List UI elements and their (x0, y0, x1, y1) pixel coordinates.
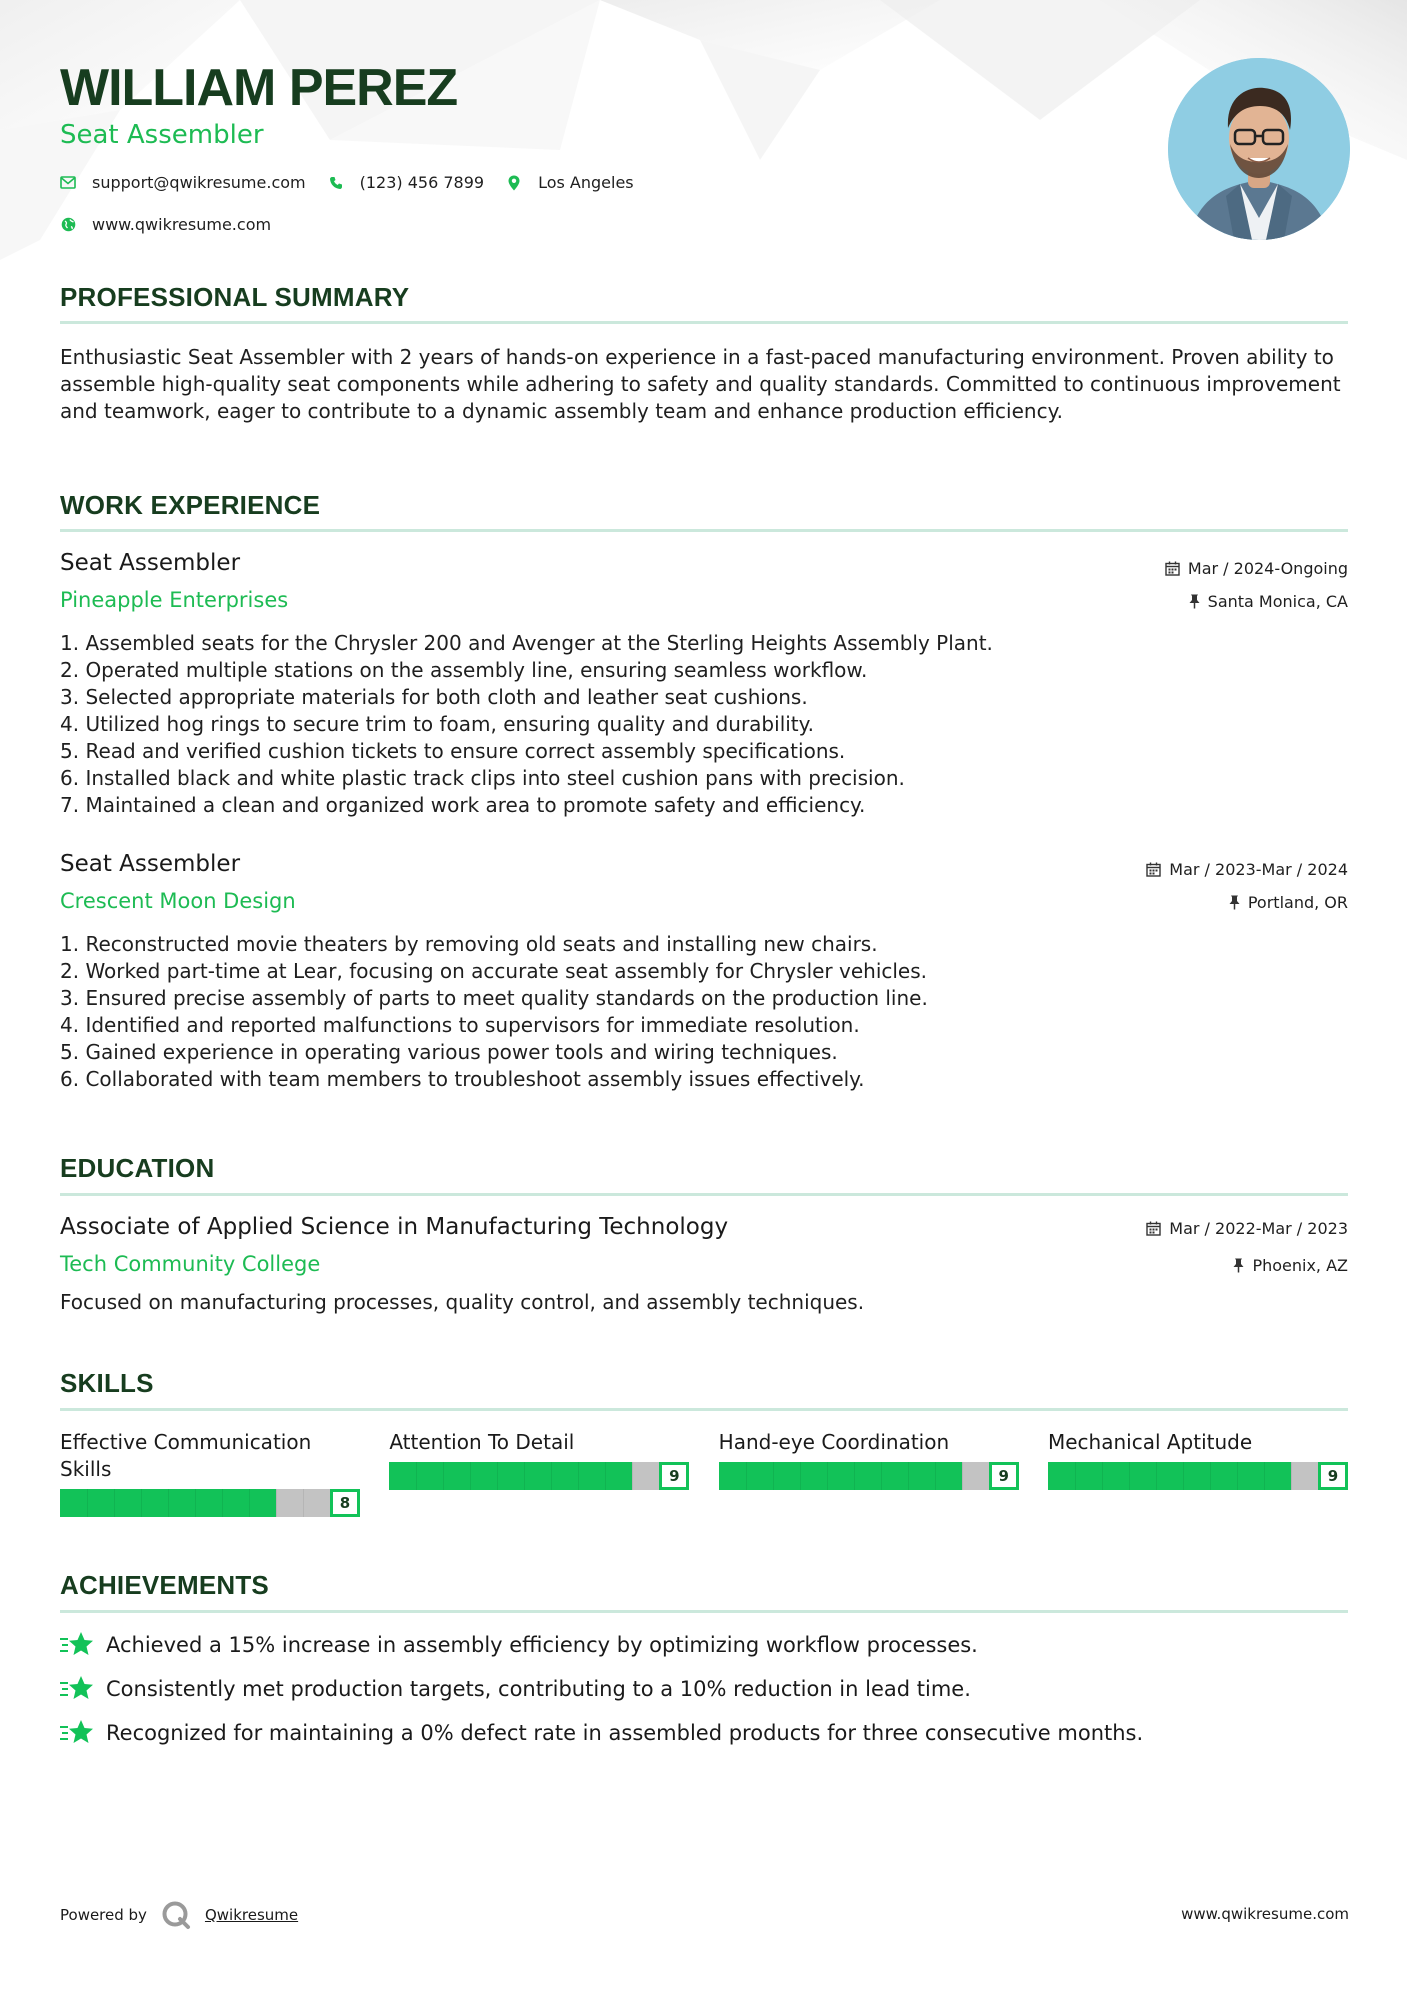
list-item: 5. Gained experience in operating various power tools and wiring techniques. (60, 1040, 838, 1064)
skill-segment-divider (276, 1489, 277, 1517)
education-dates (1146, 1219, 1348, 1238)
skill-segment-divider (1129, 1462, 1130, 1490)
skill-score: 9 (659, 1462, 689, 1490)
skill-name: Hand-eye Coordination (718, 1430, 950, 1454)
skill-segment-divider (1291, 1462, 1292, 1490)
skill-segment-divider (1210, 1462, 1211, 1490)
contact-row (60, 173, 656, 192)
list-item: 2. Operated multiple stations on the assembly line, ensuring seamless workflow. (60, 658, 868, 682)
achievement-text: Recognized for maintaining a 0% defect rate in assembled products for three consecutive months. (106, 1721, 1144, 1745)
skill-segment-divider (800, 1462, 801, 1490)
list-item: 3. Selected appropriate materials for both cloth and leather seat cushions. (60, 685, 808, 709)
skill-name: Attention To Detail (389, 1430, 575, 1454)
job-bullets (60, 931, 1348, 1093)
envelope-icon (60, 175, 76, 191)
list-item: 4. Identified and reported malfunctions to supervisors for immediate resolution. (60, 1013, 860, 1037)
skill-fill (1048, 1462, 1291, 1490)
summary-heading: PROFESSIONAL SUMMARY (60, 282, 410, 312)
pin-icon (1229, 895, 1240, 910)
job-company: Pineapple Enterprises (60, 588, 289, 612)
section-divider (60, 321, 1348, 324)
section-divider (60, 529, 1348, 532)
skill-item (1048, 1429, 1348, 1517)
calendar-icon (1146, 1221, 1161, 1236)
powered-by-label: Powered by (60, 1906, 147, 1924)
skill-segment-divider (962, 1462, 963, 1490)
website-text: www.qwikresume.com (92, 215, 272, 234)
list-item: 1. Reconstructed movie theaters by removing old seats and installing new chairs. (60, 932, 878, 956)
dates-text: Mar / 2022-Mar / 2023 (1169, 1219, 1348, 1238)
skill-score: 9 (989, 1462, 1019, 1490)
dates-text: Mar / 2024-Ongoing (1187, 559, 1348, 578)
section-divider (60, 1193, 1348, 1196)
skill-rating (60, 1489, 360, 1517)
globe-icon (60, 217, 76, 233)
job-dates (1146, 860, 1348, 879)
location-text: Los Angeles (538, 173, 634, 192)
skill-segment-divider (141, 1489, 142, 1517)
skill-score: 8 (330, 1489, 360, 1517)
skill-segment-divider (222, 1489, 223, 1517)
dates-text: Mar / 2023-Mar / 2024 (1169, 860, 1348, 879)
skill-segment-divider (605, 1462, 606, 1490)
skill-track (389, 1462, 659, 1490)
calendar-icon (1165, 561, 1180, 576)
skill-segment-divider (524, 1462, 525, 1490)
map-pin-icon (506, 175, 522, 191)
section-divider (60, 1408, 1348, 1411)
calendar-icon (1146, 862, 1161, 877)
skill-segment-divider (881, 1462, 882, 1490)
list-item: 6. Installed black and white plastic track clips into steel cushion pans with precision. (60, 766, 905, 790)
skill-fill (389, 1462, 632, 1490)
section-divider (60, 1610, 1348, 1613)
skill-segment-divider (249, 1489, 250, 1517)
contact-row-website (60, 215, 293, 234)
skill-name: Effective Communication Skills (60, 1430, 312, 1481)
skill-rating (719, 1462, 1019, 1490)
list-item: 7. Maintained a clean and organized work area to promote safety and efficiency. (60, 793, 866, 817)
job-bullets (60, 630, 1348, 819)
skill-segment-divider (551, 1462, 552, 1490)
skill-segment-divider (935, 1462, 936, 1490)
skill-rating (1048, 1462, 1348, 1490)
location-text: Portland, OR (1247, 893, 1348, 912)
skill-segment-divider (578, 1462, 579, 1490)
job-location (1229, 893, 1348, 912)
contact-website[interactable] (60, 215, 271, 234)
skill-item (389, 1429, 689, 1517)
skill-segment-divider (827, 1462, 828, 1490)
skill-segment-divider (854, 1462, 855, 1490)
avatar-illustration (1168, 58, 1350, 240)
star-icon (60, 1718, 94, 1748)
list-item: 6. Collaborated with team members to troubleshoot assembly issues effectively. (60, 1067, 865, 1091)
job-company: Crescent Moon Design (60, 889, 296, 913)
skill-segment-divider (168, 1489, 169, 1517)
education-degree: Associate of Applied Science in Manufacturing Technology (60, 1214, 729, 1240)
location-text: Santa Monica, CA (1207, 592, 1348, 611)
candidate-title: Seat Assembler (60, 120, 264, 150)
summary-text: Enthusiastic Seat Assembler with 2 years of hands-on experience in a fast-paced manufacturing environment. Proven ability to assemble high-quality seat components while adhering to safety and quality standards. Committed to continuous improvement and teamwork, eager to contribute to a dynamic assembly team and enhance production efficiency. (60, 345, 1341, 423)
job-role: Seat Assembler (60, 851, 241, 877)
skill-segment-divider (1264, 1462, 1265, 1490)
list-item: 2. Worked part-time at Lear, focusing on accurate seat assembly for Chrysler vehicles. (60, 959, 928, 983)
skill-fill (719, 1462, 962, 1490)
skill-track (1048, 1462, 1318, 1490)
qwikresume-link[interactable]: Qwikresume (204, 1906, 299, 1924)
qwikresume-logo-icon (161, 1900, 191, 1930)
skill-segment-divider (87, 1489, 88, 1517)
job-dates (1165, 559, 1348, 578)
pin-icon (1233, 1258, 1244, 1273)
contact-location (506, 173, 634, 192)
skill-segment-divider (1156, 1462, 1157, 1490)
achievement-text: Achieved a 15% increase in assembly efficiency by optimizing workflow processes. (106, 1633, 978, 1657)
achievement-item (60, 1718, 1348, 1748)
list-item: 4. Utilized hog rings to secure trim to foam, ensuring quality and durability. (60, 712, 814, 736)
skill-segment-divider (443, 1462, 444, 1490)
list-item: 3. Ensured precise assembly of parts to meet quality standards on the production line. (60, 986, 928, 1010)
skill-segment-divider (114, 1489, 115, 1517)
skill-segment-divider (416, 1462, 417, 1490)
star-icon (60, 1674, 94, 1704)
achievements-heading: ACHIEVEMENTS (60, 1570, 269, 1600)
skill-rating (389, 1462, 689, 1490)
skills-heading: SKILLS (60, 1368, 154, 1398)
education-school: Tech Community College (60, 1252, 321, 1276)
skill-segment-divider (497, 1462, 498, 1490)
phone-text: (123) 456 7899 (359, 173, 485, 192)
pin-icon (1189, 594, 1200, 609)
skill-segment-divider (632, 1462, 633, 1490)
list-item: 5. Read and verified cushion tickets to ensure correct assembly specifications. (60, 739, 846, 763)
achievement-item (60, 1630, 1348, 1660)
footer-website[interactable]: www.qwikresume.com (1181, 1905, 1349, 1923)
footer-powered-by (60, 1900, 298, 1930)
education-description: Focused on manufacturing processes, quality control, and assembly techniques. (60, 1290, 865, 1314)
education-location (1233, 1256, 1348, 1275)
contact-phone[interactable] (328, 173, 484, 192)
contact-email[interactable] (60, 173, 306, 192)
skill-segment-divider (773, 1462, 774, 1490)
skills-grid (60, 1429, 1348, 1517)
job-location (1189, 592, 1348, 611)
location-text: Phoenix, AZ (1252, 1256, 1348, 1275)
skill-segment-divider (470, 1462, 471, 1490)
skill-name: Mechanical Aptitude (1047, 1430, 1253, 1454)
email-text: support@qwikresume.com (92, 173, 306, 192)
phone-icon (328, 175, 344, 191)
experience-heading: WORK EXPERIENCE (60, 490, 321, 520)
skill-segment-divider (908, 1462, 909, 1490)
achievement-text: Consistently met production targets, contributing to a 10% reduction in lead time. (106, 1677, 971, 1701)
skill-segment-divider (1075, 1462, 1076, 1490)
achievement-item (60, 1674, 1348, 1704)
skill-segment-divider (303, 1489, 304, 1517)
skill-segment-divider (1183, 1462, 1184, 1490)
star-icon (60, 1630, 94, 1660)
skill-track (60, 1489, 330, 1517)
skill-segment-divider (195, 1489, 196, 1517)
profile-photo (1168, 58, 1350, 240)
skill-segment-divider (1102, 1462, 1103, 1490)
skill-item (60, 1429, 360, 1517)
skill-segment-divider (746, 1462, 747, 1490)
list-item: 1. Assembled seats for the Chrysler 200 and Avenger at the Sterling Heights Assembly Plant. (60, 631, 993, 655)
job-role: Seat Assembler (60, 550, 241, 576)
skill-track (719, 1462, 989, 1490)
candidate-name: WILLIAM PEREZ (60, 59, 458, 117)
skill-segment-divider (1237, 1462, 1238, 1490)
skill-score: 9 (1318, 1462, 1348, 1490)
education-heading: EDUCATION (60, 1153, 215, 1183)
skill-item (719, 1429, 1019, 1517)
